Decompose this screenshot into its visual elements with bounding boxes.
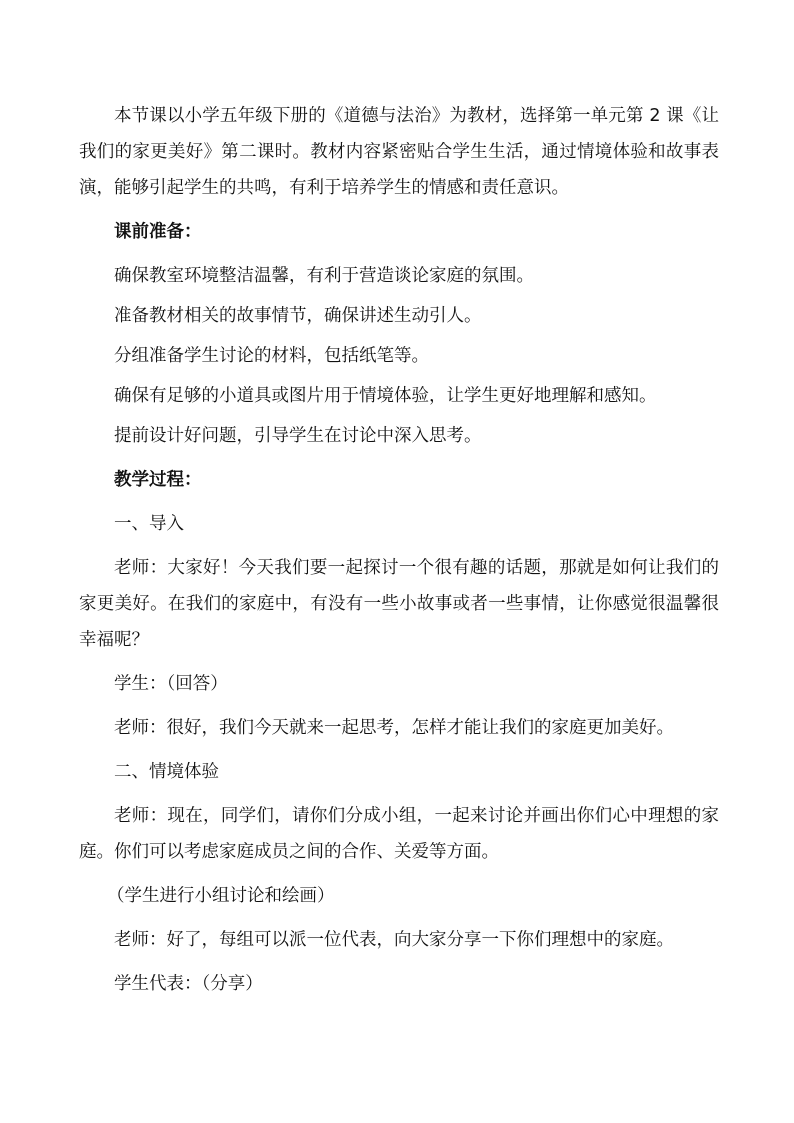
dialogue-teacher: 老师：现在，同学们，请你们分成小组，一起来讨论并画出你们心中理想的家庭。你们可以考虑家庭成员之间的合作、关爱等方面。: [79, 806, 719, 862]
dialogue-student: 学生代表：（分享）: [114, 974, 263, 994]
document-body: [79, 98, 719, 1010]
prep-item: 确保有足够的小道具或图片用于情境体验，让学生更好地理解和感知。: [114, 386, 657, 406]
dialogue-teacher: 老师：大家好！今天我们要一起探讨一个很有趣的话题，那就是如何让我们的家更美好。在我们的家庭中，有没有一些小故事或者一些事情，让你感觉很温馨很幸福呢？: [79, 558, 719, 650]
dialogue-teacher: 老师：很好，我们今天就来一起思考，怎样才能让我们的家庭更加美好。: [114, 718, 674, 738]
prep-item: 确保教室环境整洁温馨，有利于营造谈论家庭的氛围。: [114, 266, 534, 286]
process-heading: 教学过程：: [114, 470, 202, 490]
intro-paragraph: 本节课以小学五年级下册的《道德与法治》为教材，选择第一单元第 2 课《让我们的家更美好》第二课时。教材内容紧密贴合学生生活，通过情境体验和故事表演，能够引起学生的共鸣，有利于培养学生的情感和责任意识。: [79, 106, 719, 198]
dialogue-student: 学生：（回答）: [114, 674, 228, 694]
prep-item: 提前设计好问题，引导学生在讨论中深入思考。: [114, 426, 482, 446]
prep-heading: 课前准备：: [114, 222, 202, 242]
section-title: 二、情境体验: [114, 762, 219, 782]
section-title: 一、导入: [114, 514, 184, 534]
dialogue-teacher: 老师：好了，每组可以派一位代表，向大家分享一下你们理想中的家庭。: [114, 930, 674, 950]
prep-item: 分组准备学生讨论的材料，包括纸笔等。: [114, 346, 429, 366]
prep-item: 准备教材相关的故事情节，确保讲述生动引人。: [114, 306, 482, 326]
stage-note: （学生进行小组讨论和绘画）: [107, 886, 335, 906]
